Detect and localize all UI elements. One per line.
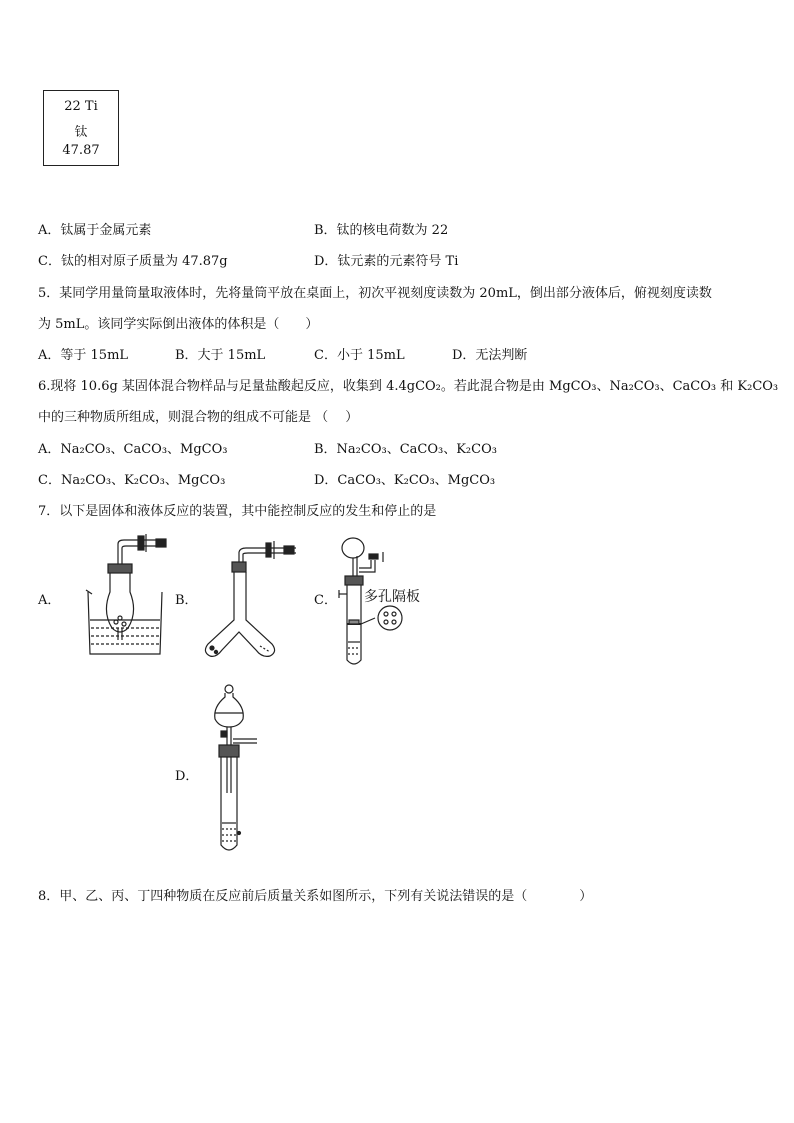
q4-option-a: A．钛属于金属元素 (38, 223, 152, 238)
q5-stem-line2: 为 5mL。该同学实际倒出液体的体积是（ ） (38, 317, 319, 332)
q6-option-a: A．Na₂CO₃、CaCO₃、MgCO₃ (38, 442, 228, 457)
q7-label-b: B． (175, 593, 198, 608)
apparatus-b-figure (200, 540, 310, 665)
q5-option-a: A．等于 15mL (38, 348, 129, 363)
q4-option-c: C．钛的相对原子质量为 47.87g (38, 254, 228, 269)
q5-option-d: D．无法判断 (452, 348, 528, 363)
q6-option-d: D．CaCO₃、K₂CO₃、MgCO₃ (314, 473, 496, 488)
q6-option-c: C．Na₂CO₃、K₂CO₃、MgCO₃ (38, 473, 226, 488)
element-number-symbol: 22 Ti (64, 99, 98, 114)
q8-stem: 8．甲、乙、丙、丁四种物质在反应前后质量关系如图所示，下列有关说法错误的是（ ） (38, 889, 593, 904)
porous-plate-label: 多孔隔板 (364, 589, 420, 605)
element-mass: 47.87 (62, 143, 100, 158)
q7-label-c: C． (314, 593, 337, 608)
q4-option-b: B．钛的核电荷数为 22 (314, 223, 449, 238)
q6-stem-line1: 6.现将 10.6g 某固体混合物样品与足量盐酸起反应，收集到 4.4gCO₂。若此混合物是由 MgCO₃、Na₂CO₃、CaCO₃ 和 K₂CO₃ (38, 379, 779, 394)
q5-stem-line1: 5．某同学用量筒量取液体时，先将量筒平放在桌面上，初次平视刻度读数为 20mL，倒出部分液体后，俯视刻度读数 (38, 286, 712, 301)
q7-stem: 7．以下是固体和液体反应的装置，其中能控制反应的发生和停止的是 (38, 504, 437, 519)
q4-option-d: D．钛元素的元素符号 Ti (314, 254, 459, 269)
q7-label-a: A． (38, 593, 61, 608)
q6-stem-line2: 中的三种物质所组成，则混合物的组成不可能是 （ ） (38, 410, 359, 425)
q6-option-b: B．Na₂CO₃、CaCO₃、K₂CO₃ (314, 442, 497, 457)
apparatus-a-figure (80, 532, 170, 660)
q5-option-b: B．大于 15mL (175, 348, 266, 363)
q7-label-d: D． (175, 769, 199, 784)
q5-option-c: C．小于 15mL (314, 348, 405, 363)
element-name: 钛 (74, 125, 88, 140)
apparatus-d-figure (205, 683, 265, 858)
element-card (43, 90, 119, 166)
